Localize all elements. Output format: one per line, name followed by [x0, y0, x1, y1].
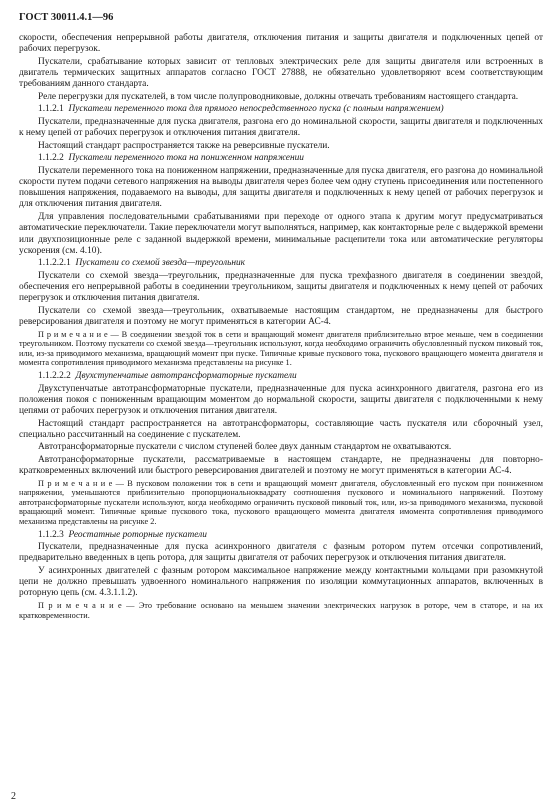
paragraph-continued: скорости, обеспечения непрерывной работы двигателя, отключения питания и защиты двигателя и подключенных цепей от рабочих перегрузок. [19, 33, 543, 55]
paragraph: Двухступенчатые автотрансформаторные пускатели, предназначенные для пуска асинхронного двигателя, разгона его из положения покоя с пониженным вращающим моментом до нормальной скорости, защиты двигателя с подключенными к нему цепями от рабочих перегрузок и отключения питания двигателя. [19, 383, 543, 417]
section-heading [19, 153, 543, 164]
section-title: Реостатные роторные пускатели [68, 529, 207, 540]
paragraph: Реле перегрузки для пускателей, в том числе полупроводниковые, должны отвечать требованиям настоящего стандарта. [38, 91, 519, 102]
section-number: 1.1.2.3 [38, 529, 64, 540]
paragraph: Настоящий стандарт распространяется также на реверсивные пускатели. [38, 140, 330, 151]
section-number: 1.1.2.2.2 [38, 371, 71, 382]
note-text: В пусковом положении ток в сети и вращающий момент двигателя, обусловленный его пуском при пониженном напряжении, уменьшаются приблизительно пропорциональноквадрату соотношения пускового и номинального напряжений. Поэтому автотрансформаторные пускатели используют, когда необходимо ограничить пусковой пиковый ток, или, из-за приводимого механизма, пусковой вращающий момент. Типичные кривые пускового тока, пускового вращающего момента двигателя имомента сопротивления приводимого механизма представлены на рисунке 2. [19, 478, 543, 527]
note [19, 479, 543, 527]
note-label: П р и м е ч а н и е — [38, 600, 139, 610]
note-text: Это требование основано на меньшем значении электрических нагрузок в роторе, чем в статоре, и на их кратковременности. [19, 600, 544, 620]
paragraph: Настоящий стандарт распространяется на автотрансформаторы, составляющие часть пускателя или сборочный узел, специально рассчитанный на соединение с пускателем. [19, 418, 543, 440]
section-title: Пускатели со схемой звезда—треугольник [75, 258, 246, 269]
document-header: ГОСТ 30011.4.1—96 [19, 12, 114, 23]
paragraph: Пускатели переменного тока на пониженном напряжении, предназначенные для пуска двигателя, его разгона до номинальной скорости путем подачи сетевого напряжения на выводы двигателя через более чем одну ступень присоединения или постепенного повышения напряжения, подаваемого на выводы, для защиты двигателя и подключенных к нему цепей от рабочих перегрузок и для отключения питания двигателя. [19, 165, 543, 210]
paragraph: Пускатели со схемой звезда—треугольник, предназначенные для пуска трехфазного двигателя в соединении звездой, обеспечения его непрерывной работы в соединении треугольником, защиты двигателя и подключенных к нему цепей от рабочих перегрузок и отключения питания двигателя. [19, 270, 543, 304]
paragraph: Автотрансформаторные пускатели с числом ступеней более двух данным стандартом не охватываются. [38, 442, 452, 453]
document-page [19, 11, 543, 623]
paragraph: Пускатели, предназначенные для пуска двигателя, разгона его до номинальной скорости, защиты двигателя и подключенных к нему цепей от рабочих перегрузок и отключения питания двигателя. [19, 116, 543, 139]
section-number: 1.1.2.2 [38, 153, 64, 164]
note-label: П р и м е ч а н и е — [38, 478, 128, 488]
paragraph: Автотрансформаторные пускатели, рассматриваемые в настоящем стандарте, не предназначены для повторно-кратковременных включений или быстрого реверсирования двигателей и поэтому не могут применяться в категории АС-4. [19, 454, 543, 477]
section-heading [19, 258, 543, 269]
note-text: В соединении звездой ток в сети и вращающий момент двигателя приблизительно втрое меньше, чем в соединении треугольником. Поэтому пускатели со схемой звезда—треугольник используют, когда необходимо ограничить обусловленный пуском пиковый ток, или, из-за приводимого механизма, вращающий момент при пуске. Типичные кривые пускового тока, пускового вращающего момента двигателя и момента сопротивления приводимого механизма представлены на рисунке 1. [19, 329, 543, 368]
paragraph: Пускатели со схемой звезда—треугольник, охватываемые настоящим стандартом, не предназначены для быстрого реверсирования двигателя и поэтому не могут применяться в категории АС-4. [19, 305, 543, 328]
section-title: Пускатели переменного тока для прямого непосредственного пуска (с полным напряжением) [68, 104, 444, 115]
paragraph: Для управления последовательными срабатываниями при переходе от одного этапа к другим могут предусматриваться автоматические переключатели. Такие переключатели могут выполняться, например, как контакторные реле с выдержкой времени или двухпозиционные реле с заданной выдержкой времени, минимальные расцепители тока или автоматические регуляторы ускорения (см. 4.10). [19, 211, 543, 256]
section-title: Пускатели переменного тока на пониженном напряжении [68, 153, 304, 164]
section-title: Двухступенчатые автотрансформаторные пускатели [75, 371, 297, 382]
section-number: 1.1.2.1 [38, 104, 64, 115]
section-heading [19, 371, 543, 382]
note [19, 601, 543, 620]
note [19, 330, 543, 368]
section-number: 1.1.2.2.1 [38, 258, 71, 269]
page-number: 2 [11, 791, 16, 802]
paragraph: У асинхронных двигателей с фазным ротором максимальное напряжение между контактными кольцами при разомкнутой цепи не должно превышать удвоенного номинального напряжения по изоляции коммутационных аппаратов, включенных в роторную цепь (см. 4.3.1.1.2). [19, 565, 543, 599]
note-label: П р и м е ч а н и е — [38, 329, 122, 339]
section-heading [19, 104, 543, 115]
paragraph: Пускатели, предназначенные для пуска асинхронного двигателя с фазным ротором путем отсечки сопротивлений, предварительно введенных в цепь ротора, для защиты двигателя от рабочих перегрузок и отключения питания двигателя. [19, 542, 543, 564]
section-heading [19, 530, 543, 541]
paragraph: Пускатели, срабатывание которых зависит от тепловых электрических реле для защиты двигателя или встроенных в двигатель термических защитных аппаратов согласно ГОСТ 27888, не обязательно удовлетворяют всем соответствующим требованиям данного стандарта. [19, 56, 543, 90]
